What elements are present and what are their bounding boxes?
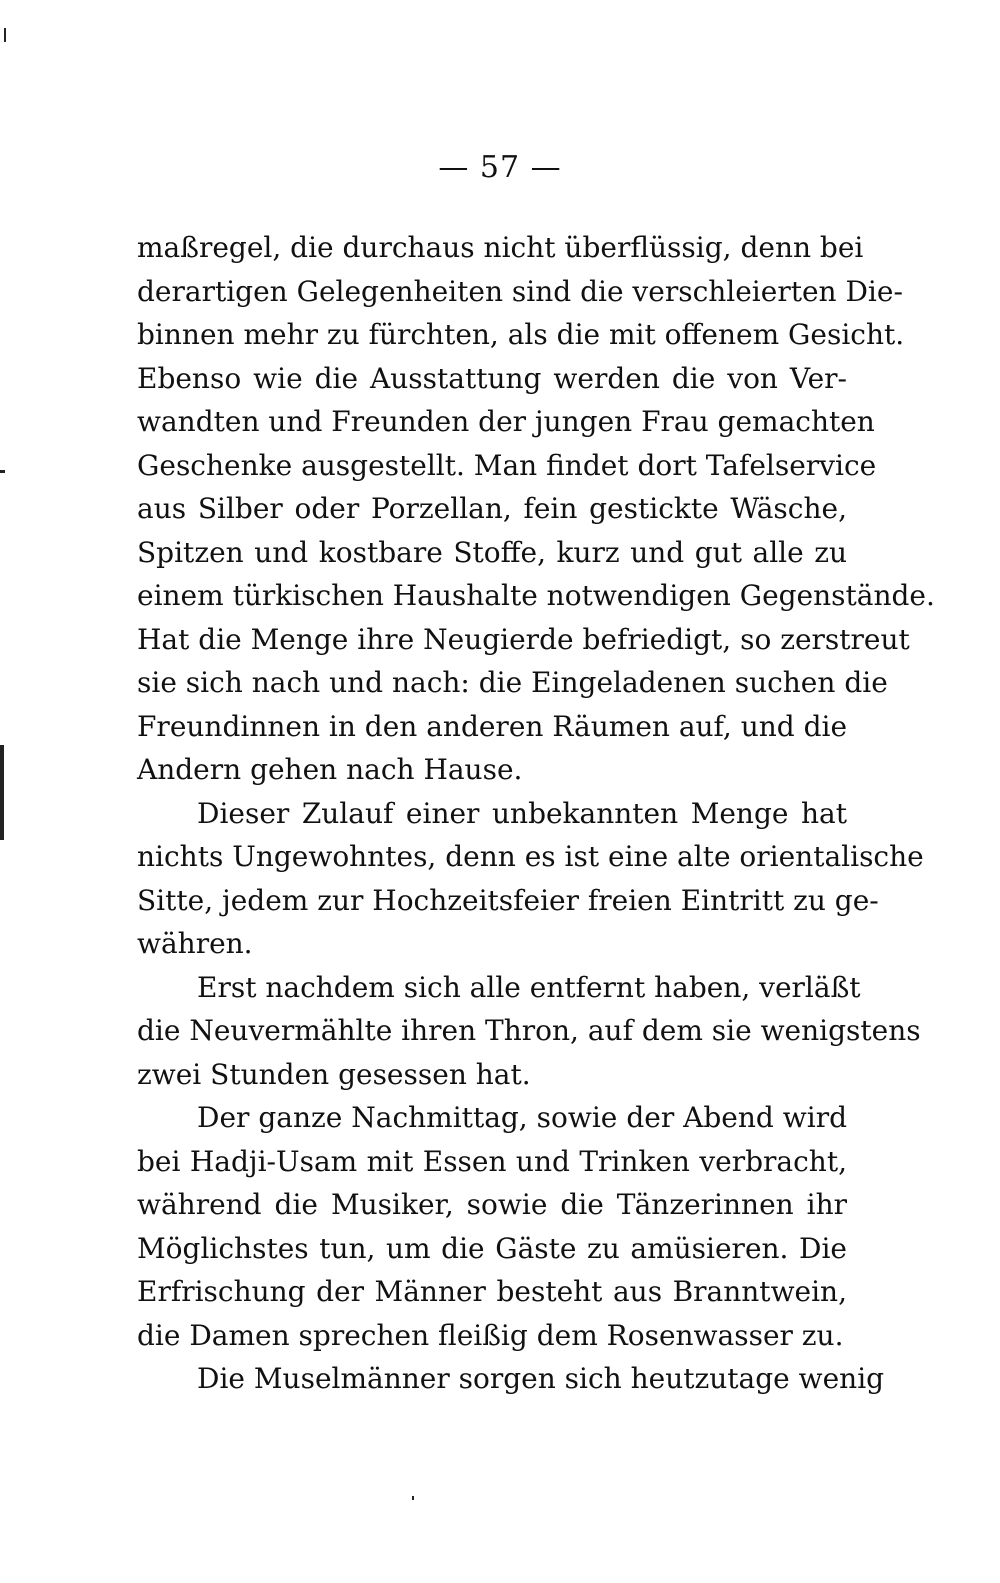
scan-speck-bottom [412, 1496, 414, 1500]
text-line: Die Muselmänner sorgen sich heutzutage wenig [197, 1362, 885, 1395]
text-line: Erfrischung der Männer besteht aus Branntwein, [137, 1275, 847, 1308]
text-line: bei Hadji-Usam mit Essen und Trinken verbracht, [137, 1144, 847, 1178]
text-line: die Damen sprechen fleißig dem Rosenwasser zu. [137, 1318, 844, 1352]
text-line: Freundinnen in den anderen Räumen auf, und die [137, 709, 848, 743]
text-line: nichts Ungewohntes, denn es ist eine alte orientalische [137, 840, 924, 873]
text-line: Spitzen und kostbare Stoffe, kurz und gut alle zu [137, 535, 847, 569]
text-line: Hat die Menge ihre Neugierde befriedigt, so zerstreut [137, 622, 910, 656]
text-line: Der ganze Nachmittag, sowie der Abend wird [197, 1101, 847, 1134]
scan-edge-mark-middle [0, 470, 5, 473]
text-line: Sitte, jedem zur Hochzeitsfeier freien Eintritt zu ge- [137, 883, 879, 917]
text-line: derartigen Gelegenheiten sind die verschleierten Die- [137, 274, 903, 308]
text-line: sie sich nach und nach: die Eingeladenen suchen die [137, 666, 888, 699]
text-line: Erst nachdem sich alle entfernt haben, verläßt [197, 970, 861, 1004]
text-line: währen. [137, 927, 253, 960]
body-text [137, 226, 935, 1401]
text-line: die Neuvermählte ihren Thron, auf dem sie wenigstens [137, 1014, 921, 1047]
text-line: Geschenke ausgestellt. Man findet dort Tafelservice [137, 448, 877, 482]
text-line: maßregel, die durchaus nicht überflüssig, denn bei [137, 231, 864, 264]
text-line: binnen mehr zu fürchten, als die mit offenem Gesicht. [137, 318, 905, 351]
text-line: aus Silber oder Porzellan, fein gestickte Wäsche, [137, 492, 847, 525]
text-line: Andern gehen nach Hause. [137, 753, 523, 786]
text-line: Dieser Zulauf einer unbekannten Menge hat [197, 796, 847, 830]
text-line: einem türkischen Haushalte notwendigen Gegenstände. [137, 579, 935, 612]
scan-edge-mark-left-bar [0, 745, 4, 840]
text-line: Ebenso wie die Ausstattung werden die von Ver- [137, 361, 847, 395]
text-line: Möglichstes tun, um die Gäste zu amüsieren. Die [137, 1231, 847, 1265]
text-line: wandten und Freunden der jungen Frau gemachten [137, 405, 875, 438]
scan-edge-mark-top [4, 28, 6, 42]
text-line: während die Musiker, sowie die Tänzerinnen ihr [137, 1188, 847, 1221]
text-line: zwei Stunden gesessen hat. [137, 1057, 531, 1091]
page-number: — 57 — [438, 150, 562, 185]
